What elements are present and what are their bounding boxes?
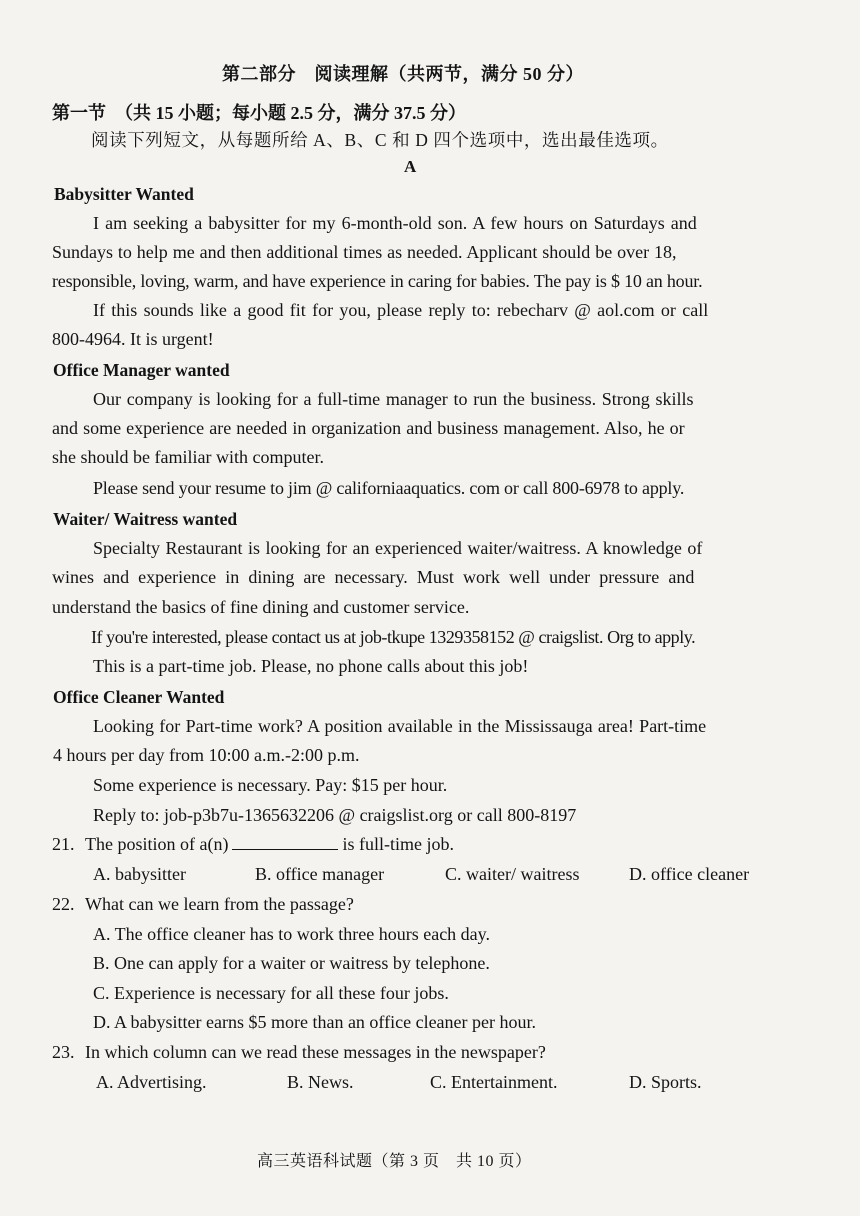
ad-heading-office-cleaner: Office Cleaner Wanted <box>53 687 225 707</box>
ad-line: wines and experience in dining are necessary. Must work well under pressure and <box>52 567 695 587</box>
option-23-d[interactable]: D. Sports. <box>629 1072 702 1092</box>
ad-line: Sundays to help me and then additional times as needed. Applicant should be over 18, <box>52 242 677 262</box>
ad-line: understand the basics of fine dining and customer service. <box>52 597 470 617</box>
ad-line: This is a part-time job. Please, no phone calls about this job! <box>93 656 529 676</box>
ad-line: Looking for Part-time work? A position available in the Mississauga area! Part-time <box>93 716 707 736</box>
option-21-a[interactable]: A. babysitter <box>93 864 186 884</box>
ad-line: Please send your resume to jim @ californiaaquatics. com or call 800-6978 to apply. <box>93 478 685 498</box>
passage-label: A <box>404 157 417 176</box>
question-number: 22. <box>52 894 75 914</box>
section-title: 第一节 （共 15 小题；每小题 2.5 分，满分 37.5 分） <box>52 103 466 123</box>
question-22 <box>52 894 354 915</box>
ad-heading-babysitter: Babysitter Wanted <box>54 184 194 204</box>
ad-line: Some experience is necessary. Pay: $15 per hour. <box>93 775 448 795</box>
question-stem: is full-time job. <box>342 834 454 854</box>
question-23 <box>52 1042 546 1063</box>
ad-line: 800-4964. It is urgent! <box>52 329 214 349</box>
ad-line: Reply to: job-p3b7u-1365632206 @ craigslist.org or call 800-8197 <box>93 805 577 825</box>
option-23-a[interactable]: A. Advertising. <box>96 1072 207 1092</box>
ad-heading-waiter: Waiter/ Waitress wanted <box>53 509 238 529</box>
ad-line: If you're interested, please contact us at job-tkupe 1329358152 @ craigslist. Org to apply. <box>91 627 696 647</box>
ad-line: If this sounds like a good fit for you, please reply to: rebecharv @ aol.com or call <box>93 300 709 320</box>
ad-line: she should be familiar with computer. <box>52 447 324 467</box>
ad-line: Specialty Restaurant is looking for an experienced waiter/waitress. A knowledge of <box>93 538 703 558</box>
part-title: 第二部分 阅读理解（共两节，满分 50 分） <box>222 64 584 84</box>
page-footer: 高三英语科试题（第 3 页 共 10 页） <box>257 1153 532 1170</box>
instructions: 阅读下列短文，从每题所给 A、B、C 和 D 四个选项中，选出最佳选项。 <box>91 130 669 150</box>
ad-line: and some experience are needed in organization and business management. Also, he or <box>52 418 685 438</box>
question-number: 23. <box>52 1042 75 1062</box>
question-stem: In which column can we read these messages in the newspaper? <box>85 1042 546 1062</box>
option-23-b[interactable]: B. News. <box>287 1072 354 1092</box>
option-22-d[interactable]: D. A babysitter earns $5 more than an office cleaner per hour. <box>93 1012 537 1032</box>
ad-line: 4 hours per day from 10:00 a.m.-2:00 p.m. <box>53 745 360 765</box>
option-21-d[interactable]: D. office cleaner <box>629 864 750 884</box>
option-21-c[interactable]: C. waiter/ waitress <box>445 864 580 884</box>
option-23-c[interactable]: C. Entertainment. <box>430 1072 558 1092</box>
ad-line: responsible, loving, warm, and have experience in caring for babies. The pay is $ 10 an hour. <box>52 271 703 291</box>
ad-heading-office-manager: Office Manager wanted <box>53 360 230 380</box>
option-22-c[interactable]: C. Experience is necessary for all these four jobs. <box>93 983 449 1003</box>
answer-blank <box>232 835 338 850</box>
question-number: 21. <box>52 834 75 854</box>
question-stem: What can we learn from the passage? <box>85 894 354 914</box>
question-21 <box>52 834 454 855</box>
ad-line: I am seeking a babysitter for my 6-month-old son. A few hours on Saturdays and <box>93 213 697 233</box>
question-stem: The position of a(n) <box>85 834 229 854</box>
option-22-a[interactable]: A. The office cleaner has to work three hours each day. <box>93 924 491 944</box>
option-22-b[interactable]: B. One can apply for a waiter or waitress by telephone. <box>93 953 490 973</box>
ad-line: Our company is looking for a full-time manager to run the business. Strong skills <box>93 389 694 409</box>
option-21-b[interactable]: B. office manager <box>255 864 385 884</box>
